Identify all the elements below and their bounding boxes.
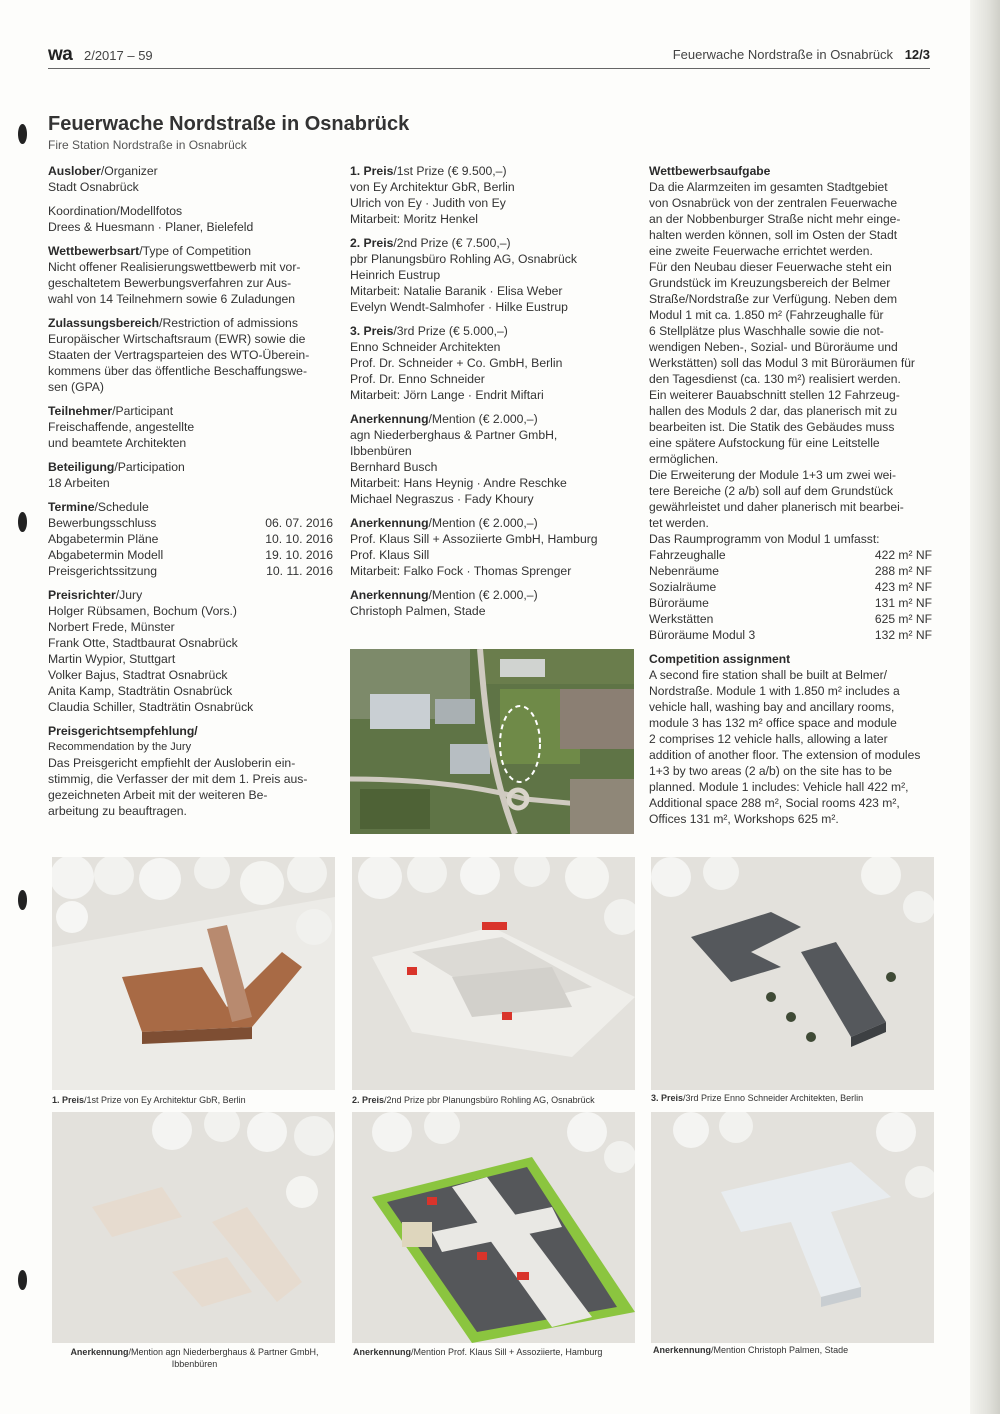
mention-3-amount: /Mention (€ 2.000,–) [428,588,538,602]
task-line: wendigen Neben-, Sozial- und Büroräume und [649,340,898,354]
caption-label: 2. Preis [352,1095,385,1105]
prize-2-heading: 2. Preis [350,236,394,250]
caption-mention-2 [353,1346,638,1358]
jury-member: Claudia Schiller, Stadträtin Osnabrück [48,700,254,714]
issue-number: 2/2017 – 59 [83,48,153,63]
mention-2-amount: /Mention (€ 2.000,–) [428,516,538,530]
assignment-line: Offices 131 m², Workshops 625 m². [649,812,839,826]
admission-line: Europäischer Wirtschaftsraum (EWR) sowie die [48,332,306,346]
caption-text: /Mention Prof. Klaus Sill + Assoziierte, Hamburg [411,1347,603,1357]
task-line: Da die Alarmzeiten im gesamten Stadtgebiet [649,180,888,194]
aerial-site-photo [350,649,634,834]
prize-line: Mitarbeit: Moritz Henkel [350,212,479,226]
recommendation-line: stimmig, die Verfasser der mit dem 1. Preis aus- [48,772,308,786]
caption-label: Anerkennung [653,1345,712,1355]
caption-text: /Mention agn Niederberghaus & Partner GmbH, [128,1347,319,1357]
caption-label: 3. Preis [651,1093,684,1103]
schedule-date: 19. 10. 2016 [265,548,333,562]
jury-member: Anita Kamp, Stadträtin Osnabrück [48,684,233,698]
type-line: Nicht offener Realisierungswettbewerb mit vor- [48,260,301,274]
task-line: 6 Stellplätze plus Waschhalle sowie die not- [649,324,884,338]
article-title: Feuerwache Nordstraße in Osnabrück [48,113,410,135]
type-line: geschaltetem Bewerbungsverfahren zur Aus- [48,276,292,290]
caption-text: /2nd Prize pbr Planungsbüro Rohling AG, Osnabrück [384,1095,595,1105]
punch-hole [14,124,36,150]
coordination-value: Drees & Huesmann · Planer, Bielefeld [48,220,254,234]
recommendation-line: arbeitung zu beauftragen. [48,804,187,818]
task-line: eine zweite Feuerwache errichtet werden. [649,244,873,258]
caption-text: /3rd Prize Enno Schneider Architekten, Berlin [683,1093,864,1103]
participant-line: Freischaffende, angestellte [48,420,195,434]
participation-value: 18 Arbeiten [48,476,110,490]
task-line: Werkstätten) soll das Modul 3 mit Büroräumen für [649,356,915,370]
caption-1st-prize [52,1094,337,1106]
model-photo-mention-2 [352,1112,635,1343]
jury-heading-en: /Jury [115,588,143,602]
caption-3rd-prize [651,1092,936,1104]
task-line: hallen des Moduls 2 dar, das planerisch mit zu [649,404,898,418]
prizes-column [350,163,640,627]
caption-label: 1. Preis [52,1095,85,1105]
mention-line: Christoph Palmen, Stade [350,604,486,618]
task-line: ermöglichen. [649,452,719,466]
assignment-heading: Competition assignment [649,652,791,666]
prize-line: von Ey Architektur GbR, Berlin [350,180,515,194]
mention-line: Ibbenbüren [350,444,412,458]
caption-mention-1 [52,1346,337,1370]
type-heading-en: /Type of Competition [139,244,251,258]
prize-3-amount: /3rd Prize (€ 5.000,–) [393,324,508,338]
room-program-table [649,547,932,643]
jury-member: Holger Rübsamen, Bochum (Vors.) [48,604,237,618]
participant-line: und beamtete Architekten [48,436,187,450]
prize-3-block [350,323,640,403]
jury-member: Frank Otte, Stadtbaurat Osnabrück [48,636,238,650]
jury-block [48,587,338,715]
prize-line: Heinrich Eustrup [350,268,441,282]
schedule-date: 06. 07. 2016 [265,516,333,530]
type-line: wahl von 14 Teilnehmern sowie 6 Zuladungen [48,292,296,306]
model-photo-mention-3 [651,1112,934,1343]
room-area: 131 m² NF [874,596,932,610]
schedule-heading: Termine [48,500,95,514]
prize-line: Mitarbeit: Jörn Lange · Endrit Miftari [350,388,544,402]
caption-label: Anerkennung [70,1347,129,1357]
admission-line: sen (GPA) [48,380,104,394]
room-row [649,547,932,563]
task-line: an der Nobbenburger Straße nicht mehr einge- [649,212,901,226]
assignment-line: module 3 has 132 m² office space and module [649,716,897,730]
admission-heading-en: /Restriction of admissions [159,316,298,330]
task-line: halten werden können, soll im Osten der Stadt [649,228,898,242]
mention-line: Prof. Klaus Sill [350,548,430,562]
room-row [649,595,932,611]
task-line: bearbeiten ist. Die Statik des Gebäudes muss [649,420,895,434]
mention-1-heading: Anerkennung [350,412,429,426]
schedule-row [48,531,333,547]
organizer-block [48,163,338,195]
assignment-line: planned. Module 1 includes: Vehicle hall 422 m², [649,780,909,794]
jury-member: Martin Wypior, Stuttgart [48,652,176,666]
recommendation-line: Das Preisgericht empfiehlt der Ausloberin ein- [48,756,296,770]
caption-2nd-prize [352,1094,637,1106]
assignment-line: addition of another floor. The extension of modules [649,748,921,762]
magazine-logo: wa [48,44,73,65]
task-line: von Osnabrück von der zentralen Feuerwache [649,196,898,210]
task-line: Straße/Nordstraße zur Verfügung. Neben dem [649,292,898,306]
room-name: Fahrzeughalle [649,548,726,562]
participant-block [48,403,338,451]
prize-line: pbr Planungsbüro Rohling AG, Osnabrück [350,252,577,266]
room-row [649,611,932,627]
mention-2-block [350,515,640,579]
admission-block [48,315,338,395]
task-line: Grundstück im Kreuzungsbereich der Belmer [649,276,891,290]
running-title: Feuerwache Nordstraße in Osnabrück [672,47,894,62]
task-line: Das Raumprogramm von Modul 1 umfasst: [649,532,880,546]
mention-3-heading: Anerkennung [350,588,429,602]
prize-2-block [350,235,640,315]
room-name: Büroräume [649,596,709,610]
task-line: tere Bereiche (2 a/b) soll auf dem Grundstück [649,484,894,498]
task-line: Die Erweiterung der Module 1+3 um zwei wei- [649,468,897,482]
mention-line: Mitarbeit: Falko Fock · Thomas Sprenger [350,564,572,578]
punch-hole [14,890,36,916]
assignment-line: 1+3 by two areas (2 a/b) on the site has to be [649,764,893,778]
schedule-label: Abgabetermin Modell [48,548,164,562]
jury-member: Volker Bajus, Stadtrat Osnabrück [48,668,228,682]
prize-line: Prof. Dr. Enno Schneider [350,372,485,386]
participant-heading-en: /Participant [112,404,174,418]
running-head [48,44,930,69]
schedule-date: 10. 11. 2016 [266,564,333,578]
schedule-row [48,563,333,579]
room-row [649,627,932,643]
prize-1-block [350,163,640,227]
schedule-label: Preisgerichtssitzung [48,564,158,578]
task-line: gewährleistet und daher planerisch mit bearbei- [649,500,904,514]
assignment-line: Nordstraße. Module 1 with 1.850 m² includes a [649,684,900,698]
recommendation-line: gezeichneten Arbeit mit der weiteren Be- [48,788,268,802]
jury-member: Norbert Frede, Münster [48,620,175,634]
room-area: 422 m² NF [874,548,932,562]
jury-heading: Preisrichter [48,588,116,602]
assignment-line: vehicle hall, washing bay and ancillary rooms, [649,700,895,714]
type-heading: Wettbewerbsart [48,244,140,258]
task-line: Für den Neubau dieser Feuerwache steht ein [649,260,892,274]
room-area: 288 m² NF [874,564,932,578]
task-line: den Tagesdienst (ca. 130 m²) realisiert werden. [649,372,901,386]
assignment-line: Additional space 288 m², Social rooms 423 m², [649,796,900,810]
caption-mention-3 [653,1344,938,1356]
organizer-heading: Auslober [48,164,101,178]
punch-hole [14,1270,36,1296]
prize-1-heading: 1. Preis [350,164,394,178]
schedule-row [48,547,333,563]
admission-line: kommens über das öffentliche Beschaffungswe- [48,364,308,378]
recommendation-heading: Preisgerichtsempfehlung/ [48,724,198,738]
task-line: Ein weiterer Bauabschnitt stellen 12 Fahrzeug- [649,388,900,402]
recommendation-heading-en: Recommendation by the Jury [48,741,192,753]
section-number: 12/3 [904,47,930,62]
caption-label: Anerkennung [353,1347,412,1357]
assignment-line: 2 comprises 12 vehicle halls, allowing a later [649,732,888,746]
coordination-block [48,203,338,235]
prize-1-amount: /1st Prize (€ 9.500,–) [393,164,507,178]
mention-1-amount: /Mention (€ 2.000,–) [428,412,538,426]
room-row [649,579,932,595]
prize-line: Mitarbeit: Natalie Baranik · Elisa Weber [350,284,563,298]
prize-line: Ulrich von Ey · Judith von Ey [350,196,506,210]
schedule-label: Abgabetermin Pläne [48,532,159,546]
competition-type-block [48,243,338,307]
schedule-label: Bewerbungsschluss [48,516,157,530]
room-name: Büroräume Modul 3 [649,628,756,642]
model-photo-mention-1 [52,1112,335,1343]
participation-heading: Beteiligung [48,460,115,474]
room-name: Nebenräume [649,564,719,578]
participation-block [48,459,338,491]
mention-line: Prof. Klaus Sill + Assoziierte GmbH, Hamburg [350,532,598,546]
mention-line: Bernhard Busch [350,460,438,474]
caption-text-line2: Ibbenbüren [171,1359,218,1369]
organizer-heading-en: /Organizer [100,164,158,178]
room-name: Sozialräume [649,580,717,594]
mention-3-block [350,587,640,619]
mention-line: Michael Negraszus · Fady Khoury [350,492,534,506]
page-edge-shadow [970,0,1000,1414]
task-line: tet werden. [649,516,709,530]
caption-text: /Mention Christoph Palmen, Stade [711,1345,849,1355]
prize-2-amount: /2nd Prize (€ 7.500,–) [393,236,511,250]
schedule-heading-en: /Schedule [94,500,149,514]
model-photo-1st-prize [52,857,335,1090]
task-column [649,163,933,827]
caption-text: /1st Prize von Ey Architektur GbR, Berlin [84,1095,246,1105]
organizer-value: Stadt Osnabrück [48,180,139,194]
task-line: eine spätere Aufstockung für eine Leitstelle [649,436,880,450]
article-subtitle: Fire Station Nordstraße in Osnabrück [48,138,247,152]
participant-heading: Teilnehmer [48,404,113,418]
room-row [649,563,932,579]
prize-line: Evelyn Wendt-Salmhofer · Hilke Eustrup [350,300,568,314]
admission-heading: Zulassungsbereich [48,316,160,330]
info-column [48,163,338,827]
room-area: 423 m² NF [874,580,932,594]
prize-line: Prof. Dr. Schneider + Co. GmbH, Berlin [350,356,563,370]
model-photo-3rd-prize [651,857,934,1090]
recommendation-block [48,723,338,819]
admission-line: Staaten der Vertragsparteien des WTO-Überein- [48,348,310,362]
mention-2-heading: Anerkennung [350,516,429,530]
mention-line: Mitarbeit: Hans Heynig · Andre Reschke [350,476,567,490]
room-area: 625 m² NF [874,612,932,626]
participation-heading-en: /Participation [114,460,185,474]
schedule-row [48,515,333,531]
model-photo-2nd-prize [352,857,635,1090]
task-heading: Wettbewerbsaufgabe [649,164,771,178]
prize-line: Enno Schneider Architekten [350,340,501,354]
task-line: Modul 1 mit ca. 1.850 m² (Fahrzeughalle für [649,308,884,322]
room-name: Werkstätten [649,612,714,626]
mention-1-block [350,411,640,507]
prize-3-heading: 3. Preis [350,324,394,338]
room-area: 132 m² NF [874,628,932,642]
schedule-block [48,499,338,579]
punch-hole [14,512,36,538]
mention-line: agn Niederberghaus & Partner GmbH, [350,428,558,442]
coordination-heading: Koordination/Modellfotos [48,204,183,218]
assignment-line: A second fire station shall be built at Belmer/ [649,668,887,682]
schedule-date: 10. 10. 2016 [265,532,333,546]
